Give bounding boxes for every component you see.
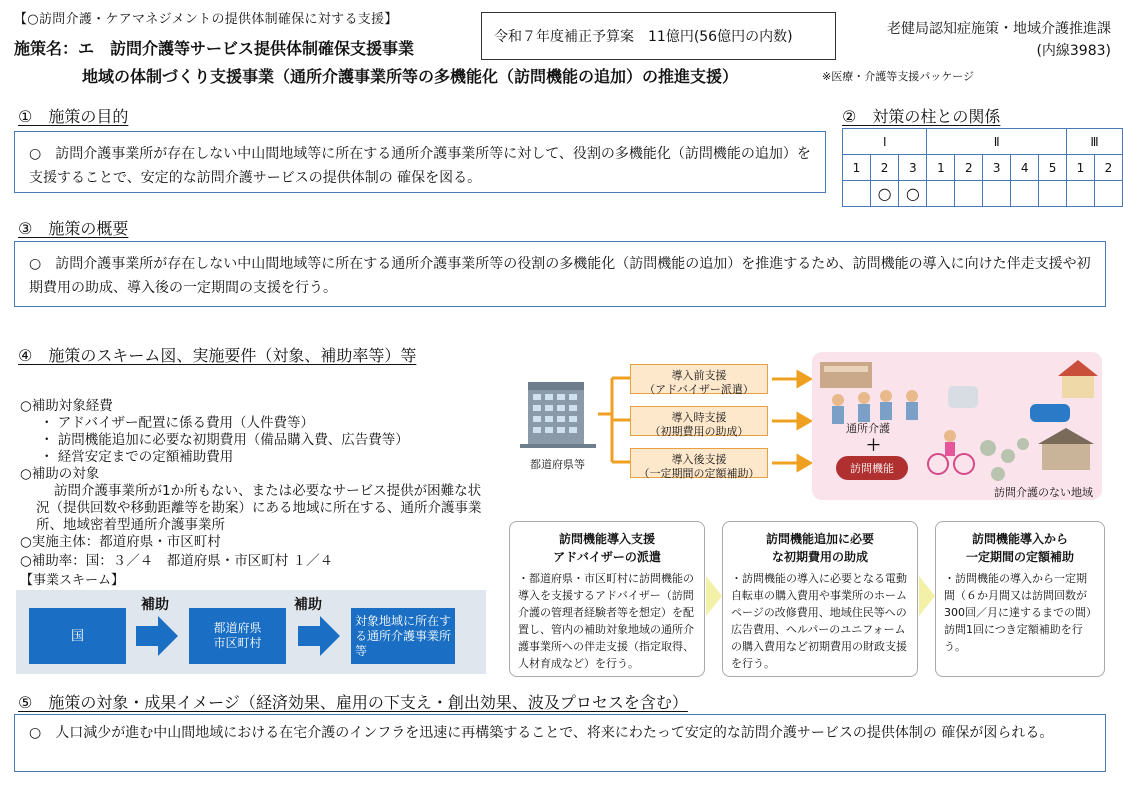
scheme-title: 【事業スキーム】 xyxy=(20,573,125,588)
requirements xyxy=(20,398,492,589)
section3-text: ○ 訪問介護事業所が存在しない中山間地域等に所在する通所介護事業所等の役割の多機能化（訪問機能の追加）を推進するため、訪問機能の導入に向けた伴走支援や初期費用の助成、導入後の一定期間の支援を行う。 xyxy=(29,256,1091,296)
pillar-mark: ○ xyxy=(899,181,927,207)
support-during-title: 導入時支援 xyxy=(671,411,727,424)
pillar-group-1: Ⅰ xyxy=(843,129,927,155)
scheme-arrow-label: 補助 xyxy=(141,597,169,613)
scheme-national: 国 xyxy=(29,608,126,664)
panel-initial-cost-title: 訪問機能追加に必要 な初期費用の助成 xyxy=(765,532,874,564)
plus-sign: ＋ xyxy=(866,436,882,454)
pillar-mark xyxy=(1067,181,1095,207)
pillar-table xyxy=(842,128,1123,207)
panel-advisor xyxy=(509,521,705,677)
pillar-mark xyxy=(983,181,1011,207)
pillar-mark: ○ xyxy=(870,181,898,207)
support-before-title: 導入前支援 xyxy=(671,369,727,382)
scheme-arrow-icon xyxy=(298,616,342,656)
pillar-mark xyxy=(927,181,955,207)
pillar-number: 5 xyxy=(1039,155,1067,181)
subsidy-rate: ○補助率：国：３／４ 都道府県・市区町村 １／４ xyxy=(20,553,334,569)
no-visit-area-label: 訪問介護のない地域 xyxy=(994,486,1093,499)
pillar-number-row xyxy=(843,155,1123,181)
panel-fixed-subsidy xyxy=(935,521,1105,677)
implementer: ○実施主体：都道府県・市区町村 xyxy=(20,534,221,550)
support-before xyxy=(630,364,768,394)
pillar-mark xyxy=(1011,181,1039,207)
panel-chevron-icon xyxy=(919,576,935,616)
pillar-number: 1 xyxy=(927,155,955,181)
expense-item: ・ アドバイザー配置に係る費用（人件費等） xyxy=(40,415,315,431)
pillar-group-2: Ⅱ xyxy=(927,129,1067,155)
package-note: ※医療・介護等支援パッケージ xyxy=(822,70,974,83)
support-arrows xyxy=(772,370,812,480)
support-after-sub: （一定期間の定額補助） xyxy=(638,467,760,480)
pillar-number: 1 xyxy=(1067,155,1095,181)
section3-box xyxy=(14,241,1106,307)
pillar-number: 2 xyxy=(1094,155,1122,181)
section4-heading: ④ 施策のスキーム図、実施要件（対象、補助率等）等 xyxy=(18,346,417,365)
panel-advisor-text: ・都道府県・市区町村に訪問機能の導入を支援するアドバイザー（訪問介護の管理者経験者等を想定）を配置し、管内の補助対象地域の通所介護事業所への伴走支援（指定取得、人材育成など）を行う。 xyxy=(518,572,694,670)
section2-heading: ② 対策の柱との関係 xyxy=(842,107,1001,126)
pillar-mark xyxy=(1094,181,1122,207)
expense-item: ・ 訪問機能追加に必要な初期費用（備品購入費、広告費等） xyxy=(40,432,409,448)
day-care-label: 通所介護 xyxy=(846,422,890,435)
extension-number: (内線3983) xyxy=(1036,43,1111,59)
target-text: 訪問介護事業所が1か所もない、または必要なサービス提供が困難な状況（提供回数や移動距離等を勘案）にある地域に所在する、通所介護事業所、地域密着型通所介護事業所 xyxy=(36,483,482,533)
panel-fixed-subsidy-title: 訪問機能導入から 一定期間の定額補助 xyxy=(965,532,1074,564)
policy-subtitle: 地域の体制づくり支援事業（通所介護事業所等の多機能化（訪問機能の追加）の推進支援） xyxy=(82,67,739,86)
budget-box: 令和７年度補正予算案 11億円(56億円の内数) xyxy=(481,12,836,60)
header-tag: 【○訪問介護・ケアマネジメントの提供体制確保に対する支援】 xyxy=(14,12,398,27)
section5-text: ○ 人口減少が進む中山間地域における在宅介護のインフラを迅速に再構築することで、将来にわたって安定的な訪問介護サービスの提供体制の 確保が図られる。 xyxy=(29,725,1054,741)
section1-text: ○ 訪問介護事業所が存在しない中山間地域等に所在する通所介護事業所等に対して、役割の多機能化（訪問機能の追加）を支援することで、安定的な訪問介護サービスの提供体制の 確保を図る。 xyxy=(29,146,811,186)
building-label: 都道府県等 xyxy=(530,458,585,471)
pillar-mark xyxy=(955,181,983,207)
panel-advisor-title: 訪問機能導入支援 アドバイザーの派遣 xyxy=(553,532,661,564)
pillar-group-row xyxy=(843,129,1123,155)
pillar-mark xyxy=(1039,181,1067,207)
section5-box xyxy=(14,714,1106,772)
section1-box xyxy=(14,131,826,193)
scheme-arrow-icon xyxy=(136,616,180,656)
pillar-number: 1 xyxy=(843,155,871,181)
section3-heading: ③ 施策の概要 xyxy=(18,219,129,238)
scheme-arrow-label: 補助 xyxy=(294,597,322,613)
visit-function-badge: 訪問機能 xyxy=(836,456,908,480)
target-title: ○補助の対象 xyxy=(20,466,100,482)
pillar-number: 2 xyxy=(870,155,898,181)
section1-heading: ① 施策の目的 xyxy=(18,107,129,126)
department-name: 老健局認知症施策・地域介護推進課 xyxy=(887,21,1111,37)
policy-title: 施策名：エ 訪問介護等サービス提供体制確保支援事業 xyxy=(14,39,415,58)
bracket-lines xyxy=(598,368,632,480)
pillar-number: 4 xyxy=(1011,155,1039,181)
expense-item: ・ 経営安定までの定額補助費用 xyxy=(40,449,234,465)
section5-heading: ⑤ 施策の対象・成果イメージ（経済効果、雇用の下支え・創出効果、波及プロセスを含む） xyxy=(18,693,688,712)
panel-initial-cost-text: ・訪問機能の導入に必要となる電動自転車の購入費用や事業所のホームページの改修費用、地域住民等への広告費用、ヘルパーのユニフォームの購入費用など初期費用の財政支援を行う。 xyxy=(731,572,907,670)
support-after xyxy=(630,448,768,478)
support-during-sub: （初期費用の助成） xyxy=(649,425,749,438)
support-after-title: 導入後支援 xyxy=(671,453,727,466)
support-during xyxy=(630,406,768,436)
government-building-icon xyxy=(520,378,598,450)
scheme-facility: 対象地域に所在する通所介護事業所等 xyxy=(351,608,455,664)
panel-fixed-subsidy-text: ・訪問機能の導入から一定期間（６か月間又は訪問回数が300回／月に達するまでの間）訪問1回につき定額補助を行う。 xyxy=(944,572,1092,653)
panel-initial-cost xyxy=(722,521,918,677)
support-before-sub: （アドバイザー派遣） xyxy=(644,383,754,396)
pillar-number: 2 xyxy=(955,155,983,181)
scheme-prefecture: 都道府県 市区町村 xyxy=(189,608,286,664)
pillar-group-3: Ⅲ xyxy=(1067,129,1123,155)
pillar-number: 3 xyxy=(983,155,1011,181)
panel-chevron-icon xyxy=(706,576,722,616)
pillar-number: 3 xyxy=(899,155,927,181)
department xyxy=(887,18,1111,62)
expense-title: ○補助対象経費 xyxy=(20,398,113,414)
pillar-mark xyxy=(843,181,871,207)
pillar-mark-row xyxy=(843,181,1123,207)
